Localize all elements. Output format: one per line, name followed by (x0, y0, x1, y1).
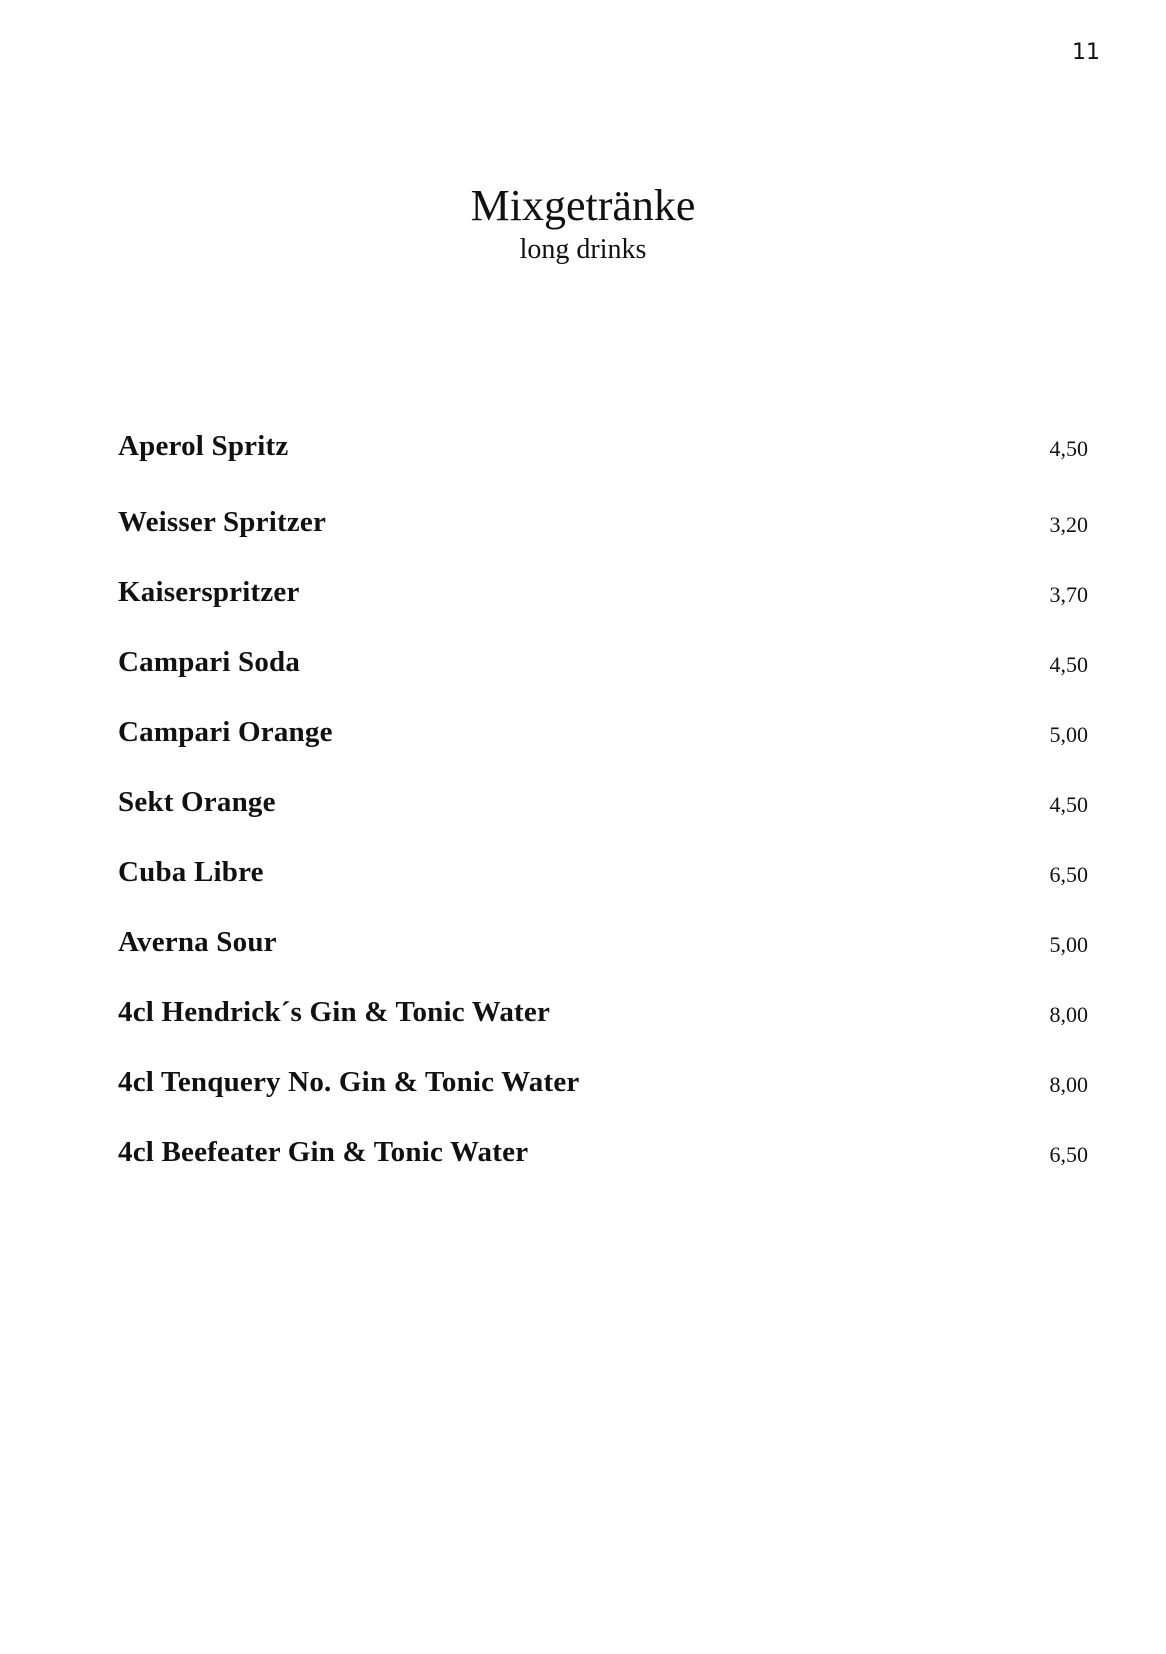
drinks-list (118, 430, 1088, 1206)
item-name: Aperol Spritz (118, 430, 289, 462)
item-price: 3,70 (1049, 582, 1088, 607)
item-price: 3,20 (1049, 512, 1088, 537)
item-price: 4,50 (1049, 436, 1088, 461)
item-price: 5,00 (1049, 722, 1088, 747)
item-price: 5,00 (1049, 932, 1088, 957)
page-title: Mixgetränke (470, 181, 696, 230)
item-price: 8,00 (1049, 1072, 1088, 1097)
page-subtitle: long drinks (519, 234, 647, 265)
item-name: 4cl Hendrick´s Gin & Tonic Water (118, 996, 551, 1028)
item-name: Kaiserspritzer (118, 576, 300, 608)
item-name: Cuba Libre (118, 856, 264, 888)
item-name: Sekt Orange (118, 786, 276, 818)
item-name: Campari Orange (118, 716, 333, 748)
list-item (118, 646, 1088, 716)
list-item (118, 716, 1088, 786)
item-price: 4,50 (1049, 652, 1088, 677)
list-item (118, 1136, 1088, 1206)
list-item (118, 926, 1088, 996)
item-price: 4,50 (1049, 792, 1088, 817)
list-item (118, 1066, 1088, 1136)
menu-header (0, 180, 1166, 268)
list-item (118, 856, 1088, 926)
item-name: 4cl Tenquery No. Gin & Tonic Water (118, 1066, 580, 1098)
item-name: Campari Soda (118, 646, 301, 678)
item-name: Weisser Spritzer (118, 506, 327, 538)
item-name: Averna Sour (118, 926, 277, 958)
list-item (118, 576, 1088, 646)
item-price: 8,00 (1049, 1002, 1088, 1027)
page-number: 11 (1072, 40, 1100, 65)
list-item (118, 786, 1088, 856)
item-name: 4cl Beefeater Gin & Tonic Water (118, 1136, 529, 1168)
item-price: 6,50 (1049, 1142, 1088, 1167)
item-price: 6,50 (1049, 862, 1088, 887)
list-item (118, 996, 1088, 1066)
list-item (118, 506, 1088, 576)
list-item (118, 430, 1088, 506)
